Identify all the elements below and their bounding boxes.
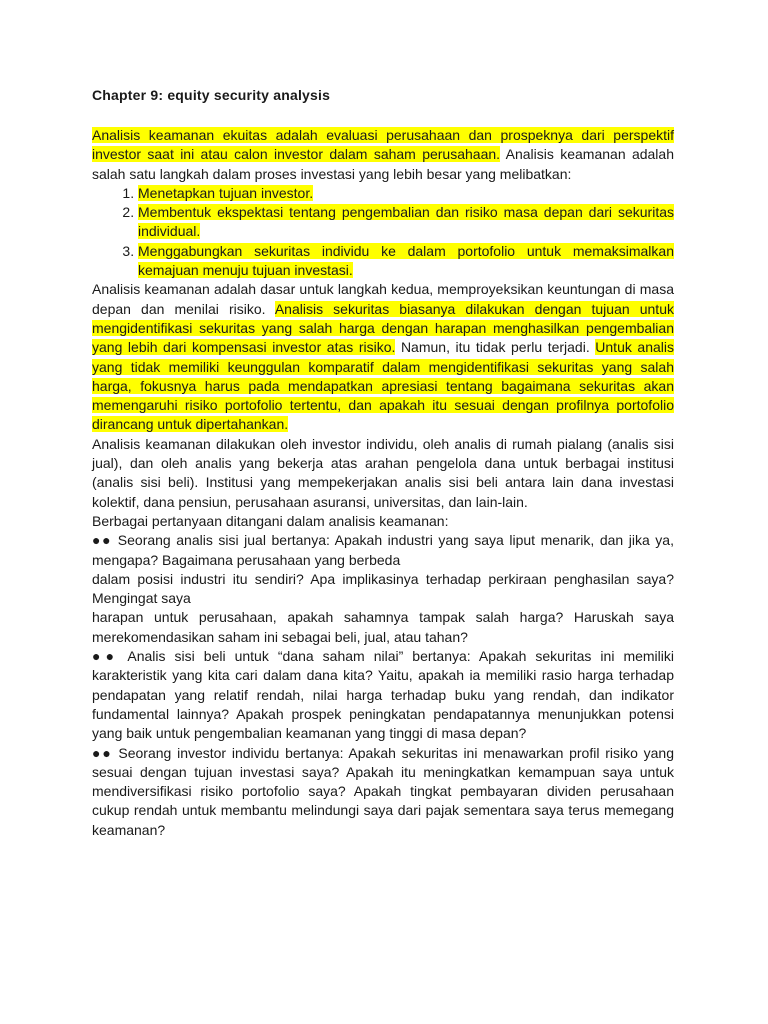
list-item xyxy=(138,203,674,242)
para-text: Analisis keamanan adalah dasar untuk langkah kedua, memproyeksikan keuntungan di masa depan dan menilai risiko. xyxy=(92,281,674,317)
intro-text: Analisis keamanan adalah salah satu langkah dalam proses investasi yang lebih besar yang melibatkan: xyxy=(92,146,674,182)
intro-highlight: Analisis keamanan ekuitas adalah evaluasi perusahaan dan prospeknya dari perspektif investor saat ini atau calon investor dalam saham perusahaan. xyxy=(92,127,674,163)
bullet-line: ●● Seorang analis sisi jual bertanya: Apakah industri yang saya liput menarik, dan jika ya, mengapa? Bagaimana perusahaan yang berbeda xyxy=(92,532,674,568)
intro-paragraph xyxy=(92,126,674,184)
step-text: Menggabungkan sekuritas individu ke dalam portofolio untuk memaksimalkan kemajuan menuju tujuan investasi. xyxy=(138,242,674,279)
bullet-buy-side: ●● Analis sisi beli untuk “dana saham nilai” bertanya: Apakah sekuritas ini memiliki karakteristik yang kita cari dalam dana kita? Yaitu, apakah ia memiliki rasio harga terhadap pendapatan yang relatif rendah, nilai harga terhadap buku yang rendah, dan indikator fundamental lainnya? Apakah prospek peningkatan pendapatannya menunjukkan potensi yang baik untuk pengembalian keamanan yang tinggi di masa depan? xyxy=(92,648,674,742)
bullet-line: dalam posisi industri itu sendiri? Apa implikasinya terhadap perkiraan penghasilan saya? Mengingat saya xyxy=(92,570,674,607)
investment-steps-list xyxy=(92,184,674,280)
para-text: Namun, itu tidak perlu terjadi. xyxy=(395,339,596,356)
paragraph-questions-intro: Berbagai pertanyaan ditangani dalam analisis keamanan: xyxy=(92,512,449,529)
bullet-sell-side xyxy=(92,531,674,647)
list-item xyxy=(138,184,674,203)
bullet-individual-investor: ●● Seorang investor individu bertanya: Apakah sekuritas ini menawarkan profil risiko yang sesuai dengan tujuan investasi saya? Apakah itu meningkatkan kemampuan saya untuk mendiversifikasi risiko portofolio saya? Apakah tingkat pembayaran dividen perusahaan cukup rendah untuk membantu melindungi saya dari pajak sementara saya terus memegang keamanan? xyxy=(92,744,674,838)
paragraph-who-performs: Analisis keamanan dilakukan oleh investor individu, oleh analis di rumah pialang (analis sisi jual), dan oleh analis yang bekerja atas arahan pengelola dana untuk berbagai institusi (analis sisi beli). Institusi yang mempekerjakan analis sisi beli antara lain dana investasi kolektif, dana pensiun, perusahaan asuransi, universitas, dan lain-lain. xyxy=(92,435,674,510)
para-highlight: Analisis sekuritas biasanya dilakukan dengan tujuan untuk mengidentifikasi sekuritas yang salah harga dengan harapan menghasilkan pengembalian yang lebih dari kompensasi investor atas risiko. xyxy=(92,300,674,356)
step-text: Menetapkan tujuan investor. xyxy=(138,184,314,201)
para-highlight: Untuk analis yang tidak memiliki keunggulan komparatif dalam mengidentifikasi sekuritas yang salah harga, fokusnya harus pada mendapatkan apresiasi tentang bagaimana sekuritas akan memengaruhi risiko portofolio tertentu, dan apakah itu sesuai dengan profilnya portofolio dirancang untuk dipertahankan. xyxy=(92,339,674,433)
paragraph-security-analysis xyxy=(92,280,674,434)
step-text: Membentuk ekspektasi tentang pengembalian dan risiko masa depan dari sekuritas individual. xyxy=(138,204,674,240)
list-item xyxy=(138,242,674,281)
bullet-line: harapan untuk perusahaan, apakah sahamnya tampak salah harga? Haruskah saya merekomendasikan saham ini sebagai beli, jual, atau tahan? xyxy=(92,609,674,645)
chapter-title: Chapter 9: equity security analysis xyxy=(92,87,331,103)
